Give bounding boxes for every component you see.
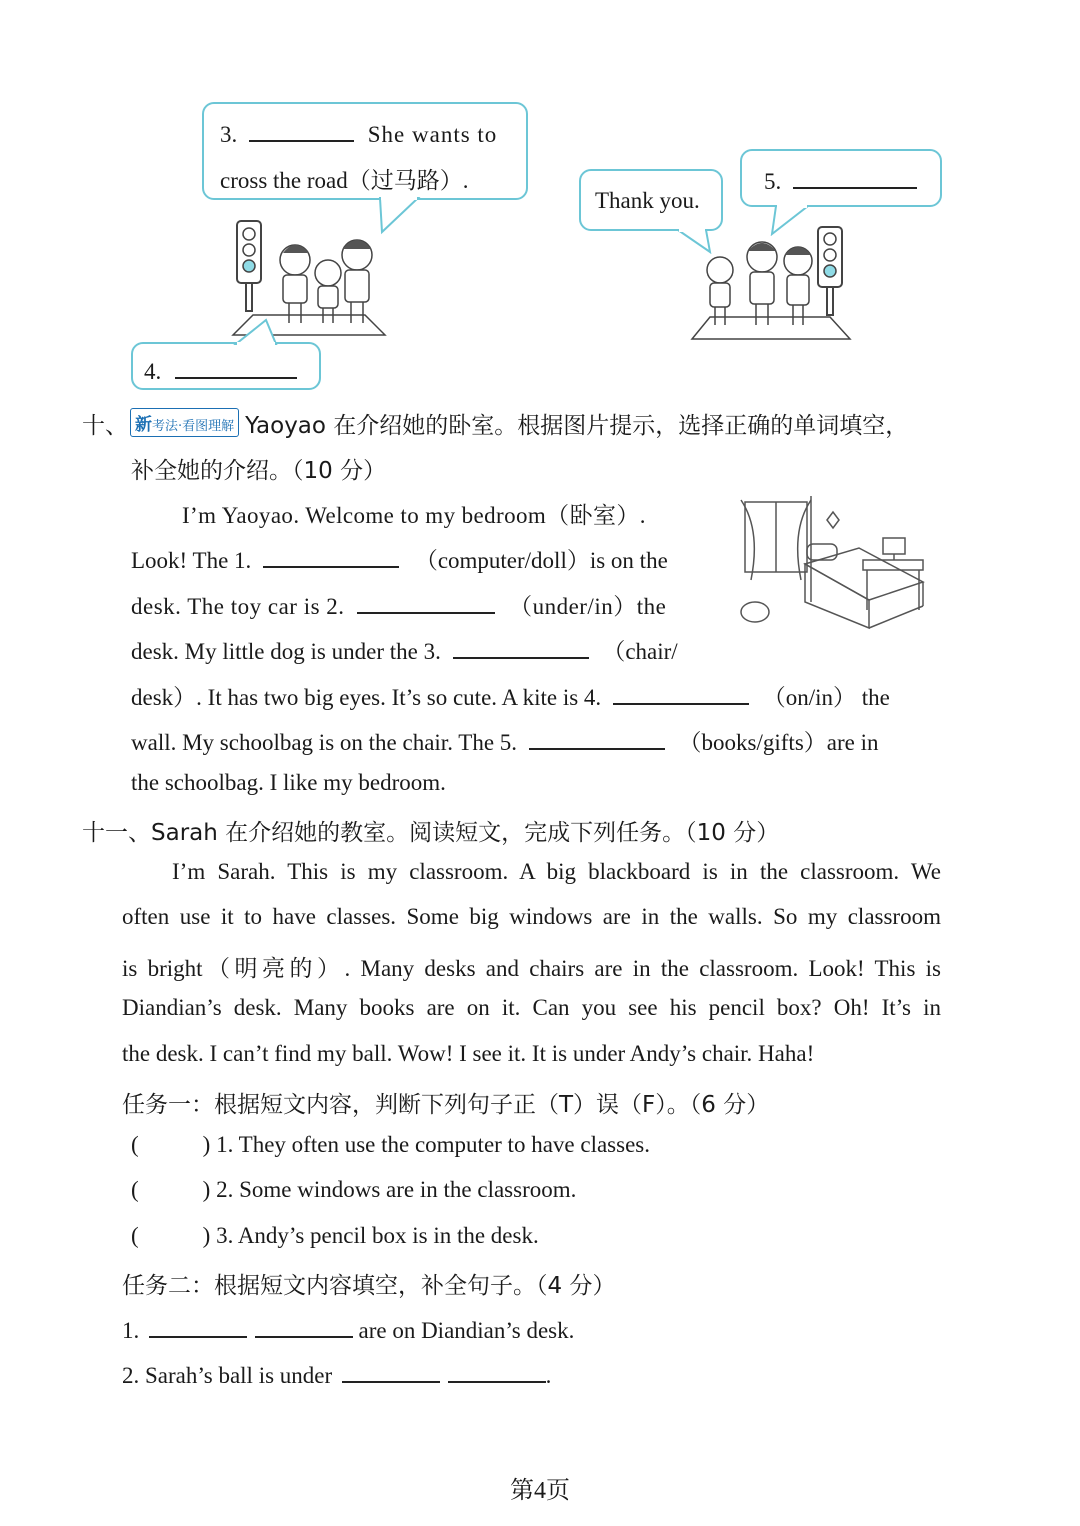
fill-item-2: 2. Sarah’s ball is under . <box>122 1359 551 1389</box>
classroom-para-line-4: Diandian’s desk. Many books are on it. Can you see his pencil box? Oh! It’s in <box>122 995 941 1020</box>
bedroom-line-2: Look! The 1. （computer/doll）is on the <box>131 542 668 575</box>
fill-blank-1a[interactable] <box>149 1314 247 1338</box>
tf-item-2: ( ) 2. Some windows are in the classroom. <box>131 1177 577 1202</box>
section-10-heading: 十、 新考法·看图理解 Yaoyao 在介绍她的卧室。根据图片提示，选择正确的单词填空， <box>82 407 908 440</box>
section-11-heading: 十一、Sarah 在介绍她的教室。阅读短文，完成下列任务。（10 分） <box>82 820 780 846</box>
thank-you-text: Thank you. <box>595 188 700 213</box>
bedroom-illustration <box>735 492 935 632</box>
answer-blank-3[interactable] <box>249 118 354 142</box>
bedroom-blank-2[interactable] <box>357 590 495 614</box>
bedroom-line-1: I’m Yaoyao. Welcome to my bedroom（卧室）. <box>182 503 646 528</box>
bedroom-line-4: desk. My little dog is under the 3. （chair/ <box>131 633 678 666</box>
bubble-5-line: 5. <box>764 165 917 195</box>
bedroom-blank-4[interactable] <box>613 681 749 705</box>
bedroom-blank-3[interactable] <box>453 635 589 659</box>
classroom-para-line-3: is bright（明亮的）. Many desks and chairs are in the classroom. Look! This is <box>122 956 941 981</box>
answer-blank-5[interactable] <box>793 165 917 189</box>
fill-blank-2a[interactable] <box>342 1359 440 1383</box>
bubble-3-line1: 3. She wants to <box>220 118 497 148</box>
fill-blank-1b[interactable] <box>255 1314 353 1338</box>
bubble-3-line2: cross the road（过马路）. <box>220 168 469 193</box>
tf-item-3: ( ) 3. Andy’s pencil box is in the desk. <box>131 1223 539 1248</box>
answer-blank-4[interactable] <box>175 355 297 379</box>
classroom-para-line-5: the desk. I can’t find my ball. Wow! I see it. It is under Andy’s chair. Haha! <box>122 1041 815 1066</box>
task-1-heading: 任务一：根据短文内容，判断下列句子正（T）误（F）。（6 分） <box>122 1092 770 1118</box>
classroom-para-line-2: often use it to have classes. Some big windows are in the walls. So my classroom <box>122 904 941 929</box>
fill-blank-2b[interactable] <box>448 1359 546 1383</box>
classroom-para-line-1: I’m Sarah. This is my classroom. A big blackboard is in the classroom. We <box>172 859 941 884</box>
bedroom-blank-5[interactable] <box>529 726 665 750</box>
page-number: 第4页 <box>510 1478 570 1504</box>
bedroom-line-3: desk. The toy car is 2. （under/in）the <box>131 588 666 621</box>
tf-item-1: ( ) 1. They often use the computer to have classes. <box>131 1132 650 1157</box>
bubble-4-tail <box>230 318 290 346</box>
section-10-heading-line2: 补全她的介绍。（10 分） <box>131 458 387 484</box>
bedroom-line-7: the schoolbag. I like my bedroom. <box>131 770 446 795</box>
bubble-4-line: 4. <box>144 355 297 385</box>
new-exam-tag: 新考法·看图理解 <box>130 408 239 437</box>
task-2-heading: 任务二：根据短文内容填空，补全句子。（4 分） <box>122 1273 616 1299</box>
traffic-crossing-illustration-right <box>690 225 855 343</box>
bedroom-line-5: desk）. It has two big eyes. It’s so cute. A kite is 4. （on/in） the <box>131 679 890 712</box>
bedroom-line-6: wall. My schoolbag is on the chair. The 5. （books/gifts）are in <box>131 724 879 757</box>
bedroom-blank-1[interactable] <box>263 544 399 568</box>
fill-item-1: 1. are on Diandian’s desk. <box>122 1314 574 1344</box>
